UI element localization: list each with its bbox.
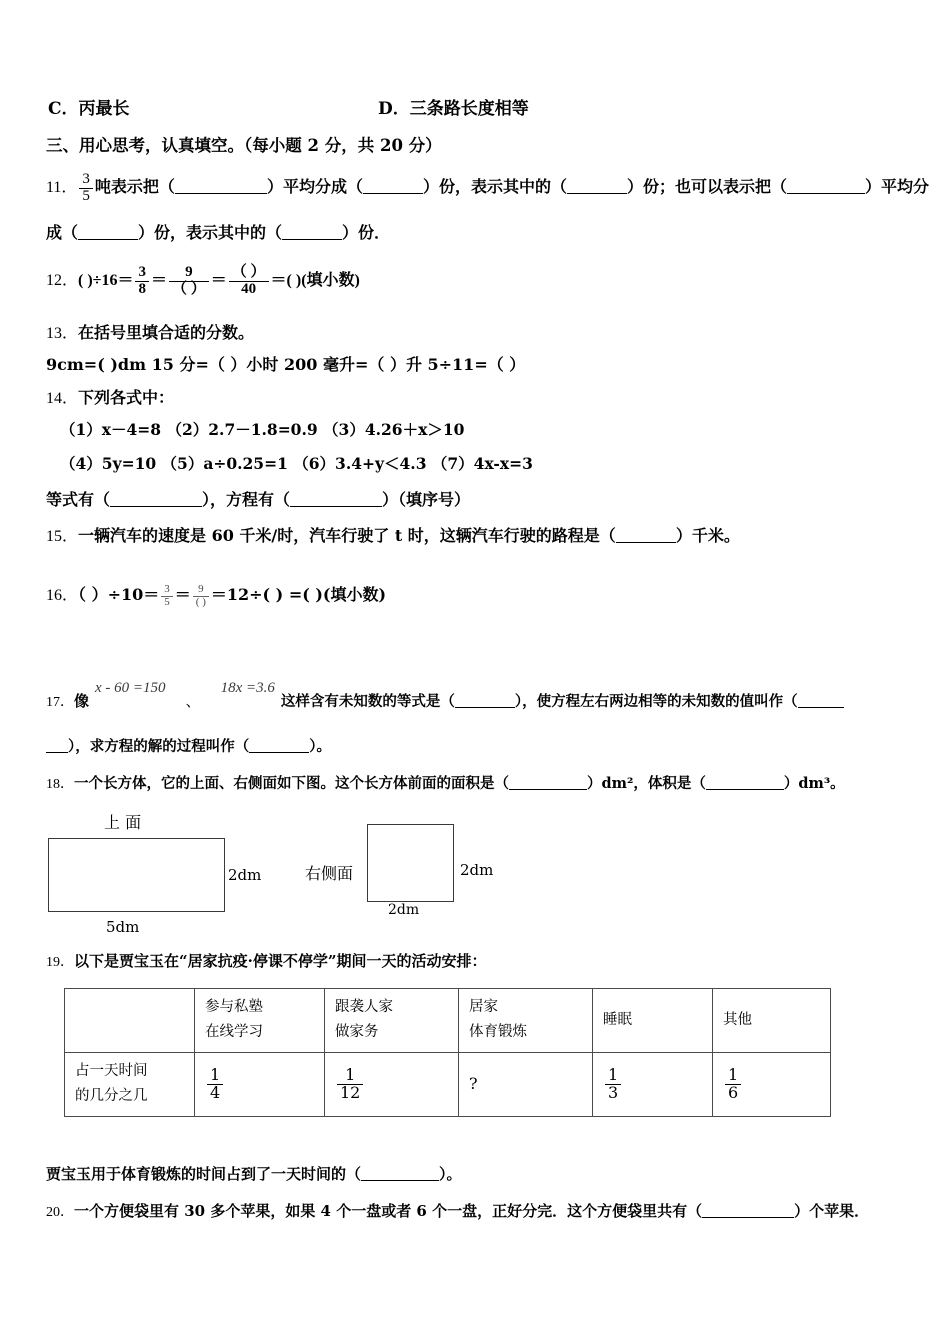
header-cell-sleep bbox=[593, 989, 713, 1053]
right-face-height-label: 2dm bbox=[460, 861, 494, 879]
q16-fraction-1 bbox=[161, 584, 173, 608]
q15-number: 15． bbox=[46, 528, 79, 545]
q11-blank-6[interactable] bbox=[282, 239, 342, 240]
header-line-1: 跟袭人家 bbox=[335, 999, 393, 1015]
q11-blank-5[interactable] bbox=[78, 239, 138, 240]
q12-fraction-2 bbox=[169, 265, 209, 298]
q16-f2-numerator: 9 bbox=[198, 583, 204, 596]
question-13-line[interactable]: 9cm=( )dm 15 分=（ ）小时 200 毫升=（ ）升 5÷11=（ ） bbox=[46, 355, 526, 374]
question-15 bbox=[46, 523, 740, 546]
q11-number: 11． bbox=[46, 178, 78, 196]
fraction-denominator: 3 bbox=[605, 1084, 621, 1102]
question-16 bbox=[46, 582, 386, 608]
q12-tail: ＝( )(填小数) bbox=[270, 271, 360, 289]
question-11-line-2 bbox=[46, 220, 390, 243]
header-cell-online-study bbox=[195, 989, 325, 1053]
q16-f2-denominator[interactable]: ( ) bbox=[193, 596, 209, 609]
question-17-line-1 bbox=[46, 680, 844, 711]
q11-fraction-numerator: 3 bbox=[82, 171, 90, 187]
q15-text-a: 一辆汽车的速度是 60 千米/时，汽车行驶了 t 时，这辆汽车行驶的路程是（ bbox=[78, 526, 616, 545]
fraction-numerator: 1 bbox=[608, 1064, 619, 1084]
value-cell-exercise-unknown bbox=[459, 1052, 593, 1116]
q11-text-h: ）份． bbox=[342, 223, 391, 242]
q11-text-e: ）平均分 bbox=[864, 176, 929, 196]
q12-fraction-3 bbox=[229, 265, 269, 298]
q17-blank-1[interactable] bbox=[455, 707, 515, 708]
q12-eq-2: ＝ bbox=[210, 271, 227, 289]
q17-lead: 像 bbox=[74, 692, 90, 710]
question-18 bbox=[46, 772, 845, 793]
value-cell-sleep bbox=[593, 1052, 713, 1116]
question-17-line-2 bbox=[46, 735, 331, 756]
q14-number: 14． bbox=[46, 390, 79, 407]
q12-f3-denominator: 40 bbox=[229, 281, 269, 298]
top-face-width-label: 5dm bbox=[106, 918, 140, 936]
q16-f1-denominator: 5 bbox=[161, 596, 173, 609]
fraction-online-study bbox=[207, 1064, 223, 1102]
q12-f2-numerator: 9 bbox=[185, 264, 193, 280]
header-cell-exercise bbox=[459, 989, 593, 1053]
header-line-2: 做家务 bbox=[335, 1024, 379, 1041]
question-14-prompt bbox=[46, 385, 174, 408]
q20-blank-1[interactable] bbox=[702, 1217, 794, 1218]
q20-number: 20． bbox=[46, 1205, 74, 1220]
q16-tail: ＝12÷( ) =( )(填小数) bbox=[210, 585, 387, 604]
q20-text-b: ）个苹果． bbox=[794, 1202, 870, 1220]
q17-blank-2b[interactable] bbox=[46, 752, 68, 753]
fraction-housework bbox=[337, 1064, 363, 1102]
question-12 bbox=[46, 265, 360, 298]
q17-text-d: ）。 bbox=[309, 738, 331, 755]
question-20 bbox=[46, 1200, 869, 1221]
choice-option-c bbox=[48, 94, 130, 119]
q11-text-c: ）份，表示其中的（ bbox=[422, 176, 567, 196]
question-19-prompt bbox=[46, 950, 486, 971]
q12-fraction-1 bbox=[135, 265, 149, 298]
fraction-denominator: 12 bbox=[337, 1084, 363, 1102]
q12-f2-denominator[interactable]: （ ） bbox=[169, 281, 209, 298]
q16-lead: （ ）÷10＝ bbox=[78, 585, 160, 604]
section-heading: 三、用心思考，认真填空。（每小题 2 分，共 20 分） bbox=[46, 136, 442, 155]
q14-blank-1[interactable] bbox=[110, 506, 202, 507]
q18-blank-2[interactable] bbox=[706, 789, 784, 790]
fraction-denominator: 6 bbox=[725, 1084, 741, 1102]
q19-footer-b: ）。 bbox=[439, 1165, 462, 1183]
q17-number: 17． bbox=[46, 695, 74, 710]
q12-f3-numerator[interactable]: （ ） bbox=[231, 264, 266, 280]
row-label-line-2: 的几分之几 bbox=[75, 1088, 148, 1105]
fraction-sleep bbox=[605, 1064, 621, 1102]
fraction-numerator: 1 bbox=[210, 1064, 221, 1084]
q11-blank-4[interactable] bbox=[787, 193, 865, 194]
question-11-line-1 bbox=[46, 172, 929, 205]
q14-blank-2[interactable] bbox=[290, 506, 382, 507]
header-line-1: 睡眠 bbox=[603, 1011, 632, 1028]
q11-text-f: 成（ bbox=[46, 223, 79, 242]
q14-answer-a: 等式有（ bbox=[46, 490, 111, 509]
unknown-value-marker: ? bbox=[469, 1073, 478, 1093]
q12-number: 12． bbox=[46, 271, 79, 289]
question-14-answer-line bbox=[46, 487, 470, 510]
q19-footer-a: 贾宝玉用于体育锻炼的时间占到了一天时间的（ bbox=[46, 1165, 362, 1183]
q15-blank-1[interactable] bbox=[616, 542, 676, 543]
q12-eq-1: ＝ bbox=[150, 271, 167, 289]
choice-option-d bbox=[378, 94, 529, 119]
choice-d-label: D． bbox=[378, 99, 410, 119]
row-label-cell bbox=[65, 1052, 195, 1116]
choice-c-text: 丙最长 bbox=[78, 99, 130, 119]
q18-blank-1[interactable] bbox=[509, 789, 587, 790]
q17-expression-1: x - 60 =150 bbox=[95, 680, 166, 696]
top-face-height-label: 2dm bbox=[228, 866, 262, 884]
q13-prompt-text: 在括号里填合适的分数。 bbox=[78, 323, 255, 342]
header-line-2: 体育锻炼 bbox=[469, 1024, 527, 1041]
q11-text-b: ）平均分成（ bbox=[266, 176, 363, 196]
right-face-rectangle bbox=[367, 824, 454, 902]
question-14-expressions-row-2: （4）5y=10 （5）a÷0.25=1 （6）3.4+y＜4.3 （7）4x-x=3 bbox=[60, 454, 533, 473]
top-face-label: 上 面 bbox=[104, 813, 142, 832]
fraction-numerator: 1 bbox=[345, 1064, 356, 1084]
header-line-1: 其他 bbox=[723, 1011, 752, 1028]
schedule-table bbox=[64, 988, 831, 1117]
q17-blank-3[interactable] bbox=[249, 752, 309, 753]
right-face-label: 右侧面 bbox=[305, 864, 354, 883]
question-19-footer bbox=[46, 1163, 462, 1184]
top-face-rectangle bbox=[48, 838, 225, 912]
right-face-width-label: 2dm bbox=[388, 902, 420, 918]
q18-text-b: ）dm²，体积是（ bbox=[587, 775, 706, 792]
q11-blank-1[interactable] bbox=[175, 193, 267, 194]
fraction-denominator: 4 bbox=[207, 1084, 223, 1102]
value-cell-housework bbox=[325, 1052, 459, 1116]
table-row bbox=[65, 1052, 831, 1116]
q14-answer-c: ）（填序号） bbox=[382, 490, 471, 509]
q11-text-d: ）份；也可以表示把（ bbox=[626, 176, 787, 196]
q11-blank-2[interactable] bbox=[363, 193, 423, 194]
q11-fraction-denominator: 5 bbox=[79, 188, 93, 205]
q12-lead: ( )÷16＝ bbox=[78, 271, 134, 289]
fraction-numerator: 1 bbox=[728, 1064, 739, 1084]
q17-expression-2: 18x =3.6 bbox=[220, 680, 275, 696]
header-cell-corner bbox=[65, 989, 195, 1053]
q11-fraction bbox=[79, 172, 93, 205]
q11-text-g: ）份，表示其中的（ bbox=[138, 223, 283, 242]
q17-text-b: ），使方程左右两边相等的未知数的值叫作（ bbox=[514, 693, 798, 710]
choice-d-text: 三条路长度相等 bbox=[409, 99, 529, 119]
q11-blank-3[interactable] bbox=[567, 193, 627, 194]
value-cell-other bbox=[713, 1052, 831, 1116]
q18-text-a: 一个长方体，它的上面、右侧面如下图。这个长方体前面的面积是（ bbox=[74, 775, 509, 792]
q13-number: 13． bbox=[46, 325, 79, 342]
q19-blank-1[interactable] bbox=[361, 1180, 439, 1181]
q12-f1-numerator: 3 bbox=[138, 264, 146, 280]
q18-number: 18． bbox=[46, 777, 74, 792]
q14-prompt-text: 下列各式中： bbox=[78, 388, 175, 407]
header-line-1: 居家 bbox=[469, 999, 498, 1015]
header-cell-other bbox=[713, 989, 831, 1053]
q12-f1-denominator: 8 bbox=[135, 281, 149, 298]
q16-number: 16． bbox=[46, 587, 79, 604]
header-line-2: 在线学习 bbox=[205, 1024, 263, 1041]
q11-text-a: 吨表示把（ bbox=[94, 176, 175, 196]
q14-answer-b: ），方程有（ bbox=[202, 490, 291, 509]
q16-eq-1: ＝ bbox=[174, 585, 191, 604]
q15-text-b: ）千米。 bbox=[675, 526, 740, 545]
row-label-line-1: 占一天时间 bbox=[75, 1062, 148, 1079]
q16-f1-numerator: 3 bbox=[164, 583, 170, 596]
header-line-1: 参与私塾 bbox=[205, 999, 263, 1015]
q17-text-a: 这样含有未知数的等式是（ bbox=[280, 693, 455, 710]
choice-c-label: C． bbox=[48, 99, 79, 119]
q19-prompt-text: 以下是贾宝玉在“居家抗疫·停课不停学”期间一天的活动安排： bbox=[74, 952, 487, 970]
q20-text-a: 一个方便袋里有 30 多个苹果，如果 4 个一盘或者 6 个一盘，正好分完．这个方便袋里共有（ bbox=[74, 1202, 703, 1220]
header-cell-housework bbox=[325, 989, 459, 1053]
question-13-prompt bbox=[46, 320, 254, 343]
table-header-row bbox=[65, 989, 831, 1053]
question-14-expressions-row-1: （1）x－4=8 （2）2.7－1.8=0.9 （3）4.26＋x＞10 bbox=[60, 420, 465, 439]
fraction-other bbox=[725, 1064, 741, 1102]
q17-separator: 、 bbox=[185, 692, 201, 710]
q17-blank-2a[interactable] bbox=[798, 707, 844, 708]
q16-fraction-2 bbox=[193, 584, 209, 608]
value-cell-online-study bbox=[195, 1052, 325, 1116]
q17-text-c: ），求方程的解的过程叫作（ bbox=[68, 738, 250, 755]
q18-text-c: ）dm³。 bbox=[783, 775, 845, 792]
q19-number: 19． bbox=[46, 955, 74, 970]
